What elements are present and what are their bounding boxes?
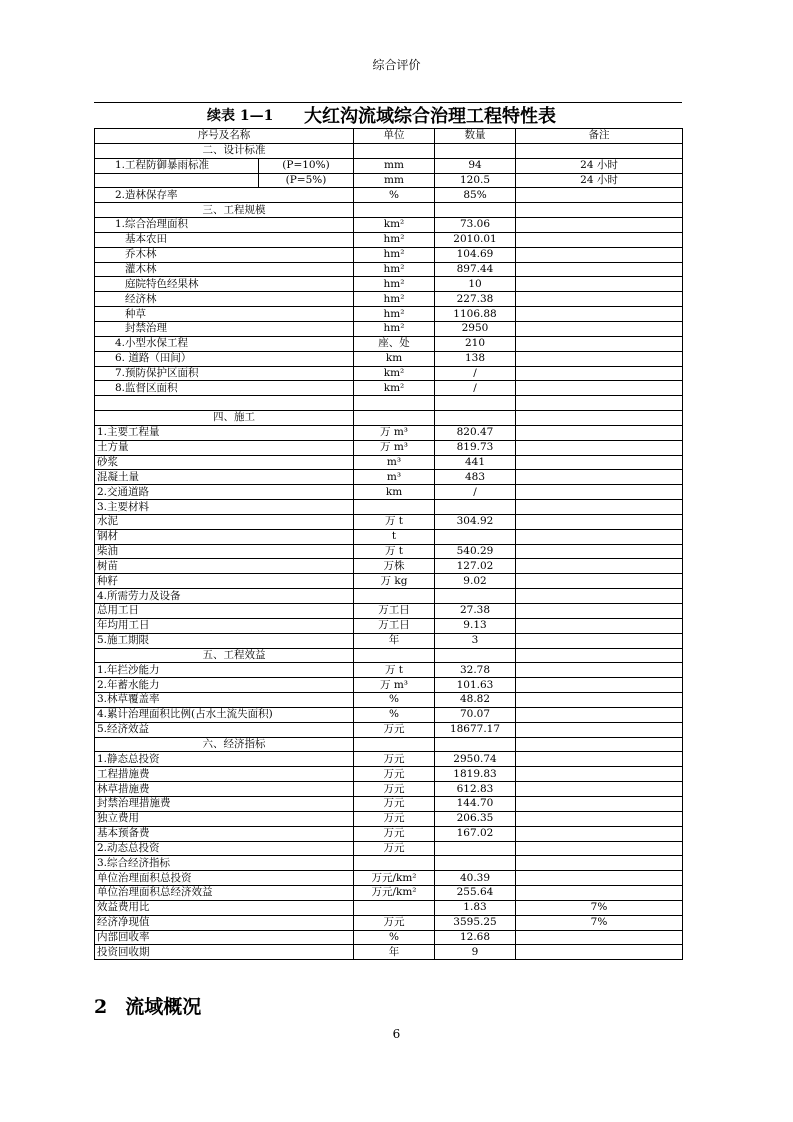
section-label: 四、施工: [213, 411, 255, 424]
note-cell: [516, 707, 683, 722]
table-row: [95, 351, 683, 366]
quantity-cell: 540.29: [435, 544, 516, 559]
unit-cell: %: [354, 188, 435, 203]
item-name-cell: 1.综合治理面积: [95, 218, 354, 233]
note-cell: [516, 277, 683, 292]
item-name-cell: [95, 396, 354, 411]
note-cell: [516, 203, 683, 218]
table-row: [95, 752, 683, 767]
quantity-cell: 897.44: [435, 262, 516, 277]
unit-cell: mm: [354, 173, 435, 188]
quantity-cell: [435, 500, 516, 515]
quantity-cell: [435, 411, 516, 426]
item-name-cell: 3.综合经济指标: [95, 856, 354, 871]
table-row: [95, 930, 683, 945]
unit-cell: hm²: [354, 307, 435, 322]
note-cell: 7%: [516, 900, 683, 915]
note-cell: [516, 722, 683, 737]
unit-cell: km²: [354, 218, 435, 233]
table-row: [95, 841, 683, 856]
unit-cell: [354, 500, 435, 515]
item-name-cell: 基本预备费: [95, 826, 354, 841]
note-cell: [516, 396, 683, 411]
table-row: [95, 440, 683, 455]
item-name-cell: 单位治理面积总投资: [95, 871, 354, 886]
note-cell: [516, 455, 683, 470]
note-cell: [516, 529, 683, 544]
item-name-cell: 单位治理面积总经济效益: [95, 886, 354, 901]
note-cell: [516, 663, 683, 678]
table-row: [95, 915, 683, 930]
table-row: [95, 321, 683, 336]
unit-cell: 万元: [354, 915, 435, 930]
unit-cell: km: [354, 485, 435, 500]
note-cell: [516, 544, 683, 559]
col-header-name: 序号及名称: [95, 129, 354, 144]
col-header-unit: 单位: [354, 129, 435, 144]
unit-cell: 万元: [354, 767, 435, 782]
table-row: [95, 811, 683, 826]
table-row: [95, 292, 683, 307]
quantity-cell: 127.02: [435, 559, 516, 574]
table-row: [95, 722, 683, 737]
item-name-cell: 3.林草覆盖率: [95, 693, 354, 708]
unit-cell: m³: [354, 470, 435, 485]
note-cell: [516, 648, 683, 663]
note-cell: [516, 321, 683, 336]
quantity-cell: /: [435, 381, 516, 396]
table-row: [95, 336, 683, 351]
quantity-cell: 32.78: [435, 663, 516, 678]
unit-cell: 万元: [354, 796, 435, 811]
table-title: [94, 105, 682, 127]
quantity-cell: 101.63: [435, 678, 516, 693]
item-name-cell: 内部回收率: [95, 930, 354, 945]
table-row: [95, 247, 683, 262]
note-cell: [516, 262, 683, 277]
section-label-cell: [95, 143, 354, 158]
quantity-cell: [435, 589, 516, 604]
quantity-cell: 48.82: [435, 693, 516, 708]
quantity-cell: [435, 143, 516, 158]
unit-cell: km²: [354, 366, 435, 381]
section-label-cell: [95, 737, 354, 752]
item-name-cell: 种草: [95, 307, 354, 322]
unit-cell: 万元: [354, 841, 435, 856]
item-name-cell: 4.所需劳力及设备: [95, 589, 354, 604]
quantity-cell: 441: [435, 455, 516, 470]
note-cell: [516, 633, 683, 648]
quantity-cell: 144.70: [435, 796, 516, 811]
table-row: [95, 381, 683, 396]
quantity-cell: 304.92: [435, 514, 516, 529]
quantity-cell: 104.69: [435, 247, 516, 262]
item-name-cell: 年均用工日: [95, 618, 354, 633]
table-row: [95, 366, 683, 381]
quantity-cell: 73.06: [435, 218, 516, 233]
col-header-note: 备注: [516, 129, 683, 144]
note-cell: [516, 336, 683, 351]
note-cell: [516, 618, 683, 633]
note-cell: [516, 411, 683, 426]
note-cell: [516, 841, 683, 856]
table-row: [95, 188, 683, 203]
note-cell: [516, 752, 683, 767]
item-name-cell: 基本农田: [95, 232, 354, 247]
table-row: [95, 574, 683, 589]
section-label-cell: [95, 203, 354, 218]
unit-cell: 万元: [354, 811, 435, 826]
section-label: 六、经济指标: [202, 738, 266, 751]
note-cell: [516, 782, 683, 797]
quantity-cell: 2010.01: [435, 232, 516, 247]
section-label-cell: [95, 648, 354, 663]
note-cell: [516, 693, 683, 708]
table-row: [95, 232, 683, 247]
quantity-cell: [435, 529, 516, 544]
note-cell: [516, 440, 683, 455]
note-cell: [516, 945, 683, 960]
unit-cell: %: [354, 693, 435, 708]
unit-cell: 年: [354, 945, 435, 960]
unit-cell: 万 t: [354, 663, 435, 678]
item-name-cell: 独立费用: [95, 811, 354, 826]
note-cell: [516, 218, 683, 233]
section-label-cell: [95, 411, 354, 426]
unit-cell: 万 m³: [354, 678, 435, 693]
unit-cell: [354, 143, 435, 158]
unit-cell: 万元: [354, 826, 435, 841]
note-cell: [516, 366, 683, 381]
quantity-cell: [435, 737, 516, 752]
section-heading: [94, 992, 201, 1019]
unit-cell: %: [354, 930, 435, 945]
characteristics-table: [94, 128, 683, 960]
note-cell: [516, 500, 683, 515]
note-cell: [516, 485, 683, 500]
item-name-cell: 1.主要工程量: [95, 425, 354, 440]
unit-cell: [354, 648, 435, 663]
note-cell: [516, 930, 683, 945]
unit-cell: [354, 203, 435, 218]
table-number: 续表 1—1: [207, 108, 274, 124]
item-name-cell: 封禁治理: [95, 321, 354, 336]
quantity-cell: 206.35: [435, 811, 516, 826]
unit-cell: 万元/km²: [354, 886, 435, 901]
unit-cell: 万元/km²: [354, 871, 435, 886]
table-row: [95, 425, 683, 440]
table-row: [95, 544, 683, 559]
quantity-cell: [435, 841, 516, 856]
note-cell: [516, 767, 683, 782]
item-name-cell: 混凝土量: [95, 470, 354, 485]
item-name-cell: 钢材: [95, 529, 354, 544]
quantity-cell: [435, 856, 516, 871]
unit-cell: 万 m³: [354, 440, 435, 455]
quantity-cell: 9.13: [435, 618, 516, 633]
section-label: 三、工程规模: [202, 203, 266, 216]
table-row: [95, 470, 683, 485]
item-name-cell: 2.交通道路: [95, 485, 354, 500]
item-name-cell: 7.预防保护区面积: [95, 366, 354, 381]
note-cell: 24 小时: [516, 158, 683, 173]
unit-cell: [354, 396, 435, 411]
note-cell: [516, 307, 683, 322]
item-name-cell: 水泥: [95, 514, 354, 529]
table-row: [95, 589, 683, 604]
unit-cell: hm²: [354, 321, 435, 336]
table-row: [95, 693, 683, 708]
note-cell: [516, 292, 683, 307]
unit-cell: 万株: [354, 559, 435, 574]
note-cell: [516, 811, 683, 826]
table-row: [95, 796, 683, 811]
item-name-cell: 总用工日: [95, 604, 354, 619]
note-cell: [516, 559, 683, 574]
note-cell: [516, 886, 683, 901]
table-row: [95, 826, 683, 841]
note-cell: [516, 856, 683, 871]
note-cell: [516, 826, 683, 841]
table-row: [95, 559, 683, 574]
section-row: [95, 737, 683, 752]
item-name-cell: 2.造林保存率: [95, 188, 354, 203]
unit-cell: hm²: [354, 262, 435, 277]
table-row: [95, 500, 683, 515]
note-cell: [516, 351, 683, 366]
table-row: [95, 173, 683, 188]
item-name-cell: 1.静态总投资: [95, 752, 354, 767]
note-cell: [516, 188, 683, 203]
quantity-cell: 70.07: [435, 707, 516, 722]
section-row: [95, 411, 683, 426]
unit-cell: 万元: [354, 722, 435, 737]
unit-cell: [354, 737, 435, 752]
item-name-cell: 林草措施费: [95, 782, 354, 797]
quantity-cell: /: [435, 366, 516, 381]
item-name-cell: 庭院特色经果林: [95, 277, 354, 292]
table-row: [95, 633, 683, 648]
unit-cell: hm²: [354, 292, 435, 307]
item-name-cell: 3.主要材料: [95, 500, 354, 515]
item-name-cell: 土方量: [95, 440, 354, 455]
item-name-cell: 经济净现值: [95, 915, 354, 930]
item-name-cell: 封禁治理措施费: [95, 796, 354, 811]
note-cell: [516, 425, 683, 440]
section-number: 2: [94, 996, 108, 1018]
note-cell: [516, 604, 683, 619]
note-cell: [516, 678, 683, 693]
quantity-cell: [435, 203, 516, 218]
item-name-cell: 投资回收期: [95, 945, 354, 960]
unit-cell: 万元: [354, 782, 435, 797]
item-name-cell: 灌木林: [95, 262, 354, 277]
table-row: [95, 262, 683, 277]
note-cell: [516, 470, 683, 485]
note-cell: [516, 796, 683, 811]
note-cell: [516, 247, 683, 262]
note-cell: [516, 381, 683, 396]
item-name-cell: 工程措施费: [95, 767, 354, 782]
note-cell: [516, 737, 683, 752]
quantity-cell: 483: [435, 470, 516, 485]
quantity-cell: [435, 648, 516, 663]
quantity-cell: 3: [435, 633, 516, 648]
unit-cell: hm²: [354, 277, 435, 292]
table-row: [95, 307, 683, 322]
unit-cell: 万 m³: [354, 425, 435, 440]
table-row: [95, 871, 683, 886]
unit-cell: km²: [354, 381, 435, 396]
table-row: [95, 856, 683, 871]
table-row: [95, 782, 683, 797]
item-name-cell: 树苗: [95, 559, 354, 574]
table-row: [95, 277, 683, 292]
unit-cell: hm²: [354, 232, 435, 247]
table-row: [95, 485, 683, 500]
table-row: [95, 767, 683, 782]
item-name-cell: 1.工程防御暴雨标准: [95, 158, 259, 173]
table-row: [95, 618, 683, 633]
unit-cell: 万元: [354, 752, 435, 767]
item-name-cell: 效益费用比: [95, 900, 354, 915]
running-header: 综合评价: [372, 58, 421, 72]
unit-cell: [354, 411, 435, 426]
table-row: [95, 663, 683, 678]
item-name-cell: 5.施工期限: [95, 633, 354, 648]
note-cell: [516, 574, 683, 589]
item-name-cell: 4.小型水保工程: [95, 336, 354, 351]
quantity-cell: [435, 396, 516, 411]
item-name-cell: [95, 173, 259, 188]
note-cell: [516, 589, 683, 604]
item-name-cell: 5.经济效益: [95, 722, 354, 737]
unit-cell: %: [354, 707, 435, 722]
frequency-cell: (P=10%): [259, 158, 354, 173]
table-row: [95, 707, 683, 722]
item-name-cell: 砂浆: [95, 455, 354, 470]
note-cell: [516, 232, 683, 247]
unit-cell: [354, 900, 435, 915]
note-cell: [516, 514, 683, 529]
note-cell: 24 小时: [516, 173, 683, 188]
unit-cell: 万工日: [354, 618, 435, 633]
unit-cell: [354, 589, 435, 604]
table-row: [95, 604, 683, 619]
table-row: [95, 886, 683, 901]
quantity-cell: 2950: [435, 321, 516, 336]
unit-cell: t: [354, 529, 435, 544]
unit-cell: km: [354, 351, 435, 366]
unit-cell: mm: [354, 158, 435, 173]
quantity-cell: 12.68: [435, 930, 516, 945]
quantity-cell: 27.38: [435, 604, 516, 619]
table-title-text: 大红沟流域综合治理工程特性表: [304, 106, 556, 127]
item-name-cell: 2.动态总投资: [95, 841, 354, 856]
quantity-cell: 9: [435, 945, 516, 960]
unit-cell: m³: [354, 455, 435, 470]
quantity-cell: 94: [435, 158, 516, 173]
table-row: [95, 900, 683, 915]
unit-cell: 座、处: [354, 336, 435, 351]
table-header-row: [95, 129, 683, 144]
frequency-cell: (P=5%): [259, 173, 354, 188]
note-cell: 7%: [516, 915, 683, 930]
quantity-cell: 1106.88: [435, 307, 516, 322]
note-cell: [516, 871, 683, 886]
table-row: [95, 396, 683, 411]
table-row: [95, 945, 683, 960]
quantity-cell: 819.73: [435, 440, 516, 455]
item-name-cell: 8.监督区面积: [95, 381, 354, 396]
quantity-cell: 167.02: [435, 826, 516, 841]
quantity-cell: 120.5: [435, 173, 516, 188]
table-row: [95, 678, 683, 693]
section-row: [95, 143, 683, 158]
col-header-quantity: 数量: [435, 129, 516, 144]
unit-cell: 万 t: [354, 514, 435, 529]
quantity-cell: 1819.83: [435, 767, 516, 782]
quantity-cell: 255.64: [435, 886, 516, 901]
item-name-cell: 乔木林: [95, 247, 354, 262]
item-name-cell: 2.年蓄水能力: [95, 678, 354, 693]
page-number: 6: [392, 1027, 401, 1041]
unit-cell: 万工日: [354, 604, 435, 619]
quantity-cell: 10: [435, 277, 516, 292]
item-name-cell: 柴油: [95, 544, 354, 559]
quantity-cell: 820.47: [435, 425, 516, 440]
quantity-cell: 210: [435, 336, 516, 351]
quantity-cell: 612.83: [435, 782, 516, 797]
item-name-cell: 1.年拦沙能力: [95, 663, 354, 678]
item-name-cell: 种籽: [95, 574, 354, 589]
quantity-cell: 138: [435, 351, 516, 366]
section-label: 二、设计标准: [202, 144, 266, 157]
unit-cell: hm²: [354, 247, 435, 262]
unit-cell: 年: [354, 633, 435, 648]
section-label: 五、工程效益: [202, 648, 266, 661]
table-row: [95, 218, 683, 233]
section-row: [95, 648, 683, 663]
table-row: [95, 529, 683, 544]
unit-cell: 万 kg: [354, 574, 435, 589]
quantity-cell: 85%: [435, 188, 516, 203]
item-name-cell: 4.累计治理面积比例(占水土流失面积): [95, 707, 354, 722]
table-row: [95, 514, 683, 529]
quantity-cell: 40.39: [435, 871, 516, 886]
quantity-cell: 2950.74: [435, 752, 516, 767]
quantity-cell: 3595.25: [435, 915, 516, 930]
section-title: 流域概况: [125, 996, 202, 1018]
quantity-cell: /: [435, 485, 516, 500]
table-row: [95, 158, 683, 173]
item-name-cell: 6. 道路（田间）: [95, 351, 354, 366]
quantity-cell: 227.38: [435, 292, 516, 307]
unit-cell: [354, 856, 435, 871]
unit-cell: 万 t: [354, 544, 435, 559]
table-row: [95, 455, 683, 470]
section-row: [95, 203, 683, 218]
quantity-cell: 9.02: [435, 574, 516, 589]
quantity-cell: 18677.17: [435, 722, 516, 737]
item-name-cell: 经济林: [95, 292, 354, 307]
quantity-cell: 1.83: [435, 900, 516, 915]
note-cell: [516, 143, 683, 158]
